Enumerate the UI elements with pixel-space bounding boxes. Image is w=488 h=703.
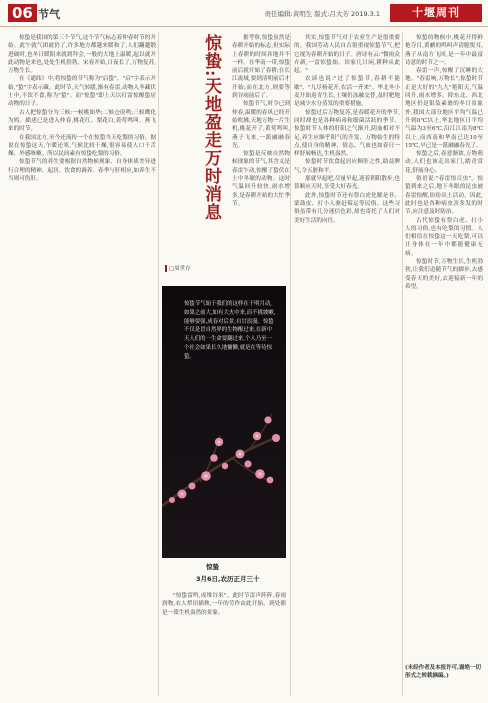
page-number: 06 — [8, 4, 37, 22]
column-divider — [402, 32, 403, 696]
paragraph: 古人把惊蛰分为三候:一候桃始华;二候仓庚鸣;三候鹰化为鸠。描述已是进入仲春,桃花红、梨花白,黄莺鸣叫、燕飞来的时节。 — [8, 109, 156, 133]
copyright-note: (未经作者及本报许可,谢绝一切形式之转载摘编。) — [405, 665, 482, 679]
caption-date: 3月6日,农历正月三十 — [196, 575, 260, 583]
photo-quote: 惊蛰节气始于我们的这样在于明月动,如果之前大,如有大火中来,而不挑坡嗽,能够要强,成春对后景,自甘浪漫。惊蛰不仅是冒自然界的生物醒过来,在新中天人们的一生命要翻过来,个人乃至一个社会如果长久地慵懒,就是在等待惊蛰。 — [184, 301, 276, 360]
paragraph: 惊蛰时节饮食起居应顺肝之性,助益脾气,令五脏和平。 — [294, 159, 400, 174]
article-column-3 — [294, 34, 400, 694]
paragraph: 据考察,惊蛰虽然是春耕开始的标志,但实际上春耕的时间各地并不一样。在华南一带,惊蛰前后就开始了春耕;在长江流域,要到清明前后才开始;而在北方,则要等到谷雨前后了。 — [232, 35, 290, 100]
paragraph: 惊蛰是反映自然物候现象的节气,其含义是春雷乍动,惊醒了蛰伏在土中冬眠的动物。这时气温回升较快,雨水增多,是春耕开始的大忙季节。 — [232, 151, 290, 207]
paragraph: 惊蛰时节,万物生长,生机勃勃,让我们追随节气的脚步,去感受春天的美好,去迎接新一年的希望。 — [405, 259, 483, 290]
paragraph: 那就早起吧,尽量早起,迎着朝阳散步,也算顺应天时,享受大好春光。 — [294, 176, 400, 191]
article-title: 惊蛰:天地盈走万时消息 — [201, 34, 221, 222]
paragraph: 春雷一声,惊醒了沉睡的大地。"春雷响,万物长",惊蛰时节正是大好的"九九"艳阳天,气温回升,雨水增多。除东北、西北地区仍是银装素裹的冬日景象外,我国大部分地区平均气温已升到0℃以上,华北地区日平均气温为3至6℃,沿江江南为8℃以上,而西南和华南已达10至15℃,早已是一派融融春光了。 — [405, 68, 483, 149]
paragraph: 古代惊蛰有祭白虎、打小人的习俗,也有吃梨的习惯。人们相信在惊蛰这一天吃梨,可以让身体在一年中都能健康无病。 — [405, 217, 483, 257]
article-column-1 — [8, 34, 156, 694]
paragraph: 在我国北方,至今还流传一个在惊蛰当天吃梨的习俗。据说在惊蛰这天,乍暖还寒,气候比较干燥,很容易使人口干舌燥、外感咳嗽。所以民间素有惊蛰吃梨的习俗。 — [8, 134, 156, 158]
plum-blossom-photo — [162, 286, 286, 558]
paragraph: 农谚也说:"过了惊蛰节,春耕不能歇"、"九尽杨花开,农活一齐来"。华北冬小麦开始返青生长,土壤仍冻融交替,及时耙地是减少水分蒸发的重要措施。 — [294, 76, 400, 108]
column-divider — [290, 32, 291, 696]
page-header — [0, 0, 488, 27]
article-title-block — [162, 34, 228, 224]
paragraph: 此外,惊蛰时节还有祭白虎化解是非、蒙鼓皮、打小人驱赶霉运等民俗。这些习俗虽带有几分迷信色彩,却也寄托了人们对美好生活的向往。 — [294, 192, 400, 224]
caption-title: 惊蛰 — [206, 563, 219, 571]
paragraph: 其实,惊蛰节气对于农业生产是很重要的。我国劳动人民自古很重视惊蛰节气,把它视为春耕开始的日子。唐诗有云:"微雨众卉新,一雷惊蛰始。田家几日闲,耕种从此起。" — [294, 35, 400, 75]
article-column-2b — [162, 592, 286, 696]
paragraph: 惊蛰过后万物复苏,是春暖花开的季节,同时却也是各种病毒和细菌活跃的季节。惊蛰时节人体的肝阳之气渐升,阴血相对不足,养生应顺乎阳气的升发、万物始生的特点,使自身的精神、情志、气血也如春日一样舒展畅达,生机盎然。 — [294, 109, 400, 158]
paragraph: 惊蛰是我国的第三个节气,这个节气标志着仲春时节的开始。此午就气团就仍了,许多地方都越来暖和了,人们翻越锻进破时,也冬日暖阳来就到拜会,一般的大地上温暖,起以就开此动物是来也,处处生机勃勃。宋春开始,日夜长了,万物复苏,万物生长。 — [8, 35, 156, 75]
paragraph: 俗语说:"春雷惊百虫"。惊蛰到来之后,地下冬眠的昆虫被春雷惊醒,纷纷出土活动。因此,此时也是各种病虫害多发的时节,应注意及时防治。 — [405, 176, 483, 216]
column-divider — [158, 32, 159, 696]
masthead: 十堰周刊 — [390, 4, 482, 22]
author: □周世存 — [169, 266, 191, 272]
byline-bar — [165, 265, 167, 272]
paragraph: "惊蛰雷鸣,成堆谷米"。此时节雷声阵阵,春雨润物,农人犁田插秧,一年的劳作由此开始。到处都是一派生机盎然的景象。 — [162, 593, 286, 616]
paragraph: 惊蛰节气的养生要根据自然物候现象、自身体质差异进行合理的精神、起居、饮食的调养。春季与肝相应,如养生不当则可伤肝。 — [8, 159, 156, 183]
byline — [165, 264, 215, 272]
paragraph: 惊蛰的物候中,桃花开得鲜艳夺目,黄鹂的鸣叫声清脆悦耳,燕子从南方飞回,是一年中最富诗意的时节之一。 — [405, 35, 483, 66]
paragraph: 在《通纬》中,将惊蛰的节气称为"启蛰"。"启"字表示开始,"蛰"字表示藏。此时节,天气转暖,渐有春雷,动物入冬藏伏土中,不饮不食,称为"蛰"。而"惊蛰"即上天以打雷惊醒蛰居动物的日子。 — [8, 76, 156, 108]
editor-info: 责任编辑:黄明生 版式:吕大芳 2019.3.1 — [264, 10, 380, 18]
section-name: 节气 — [38, 8, 60, 21]
photo-caption — [162, 558, 286, 586]
article-column-4 — [405, 34, 483, 658]
article-column-2 — [232, 34, 290, 282]
paragraph: 惊蛰之后,春意渐浓,万物萌动,人们也该走出家门,踏青赏花,舒展身心。 — [405, 151, 483, 174]
paragraph: 惊蛰节气,时令已到仲春,温暖的春风已经开始吹拂,天地万物一片生机,桃花开了,黄莺鸣叫,燕子飞来,一派融融春光。 — [232, 101, 290, 149]
